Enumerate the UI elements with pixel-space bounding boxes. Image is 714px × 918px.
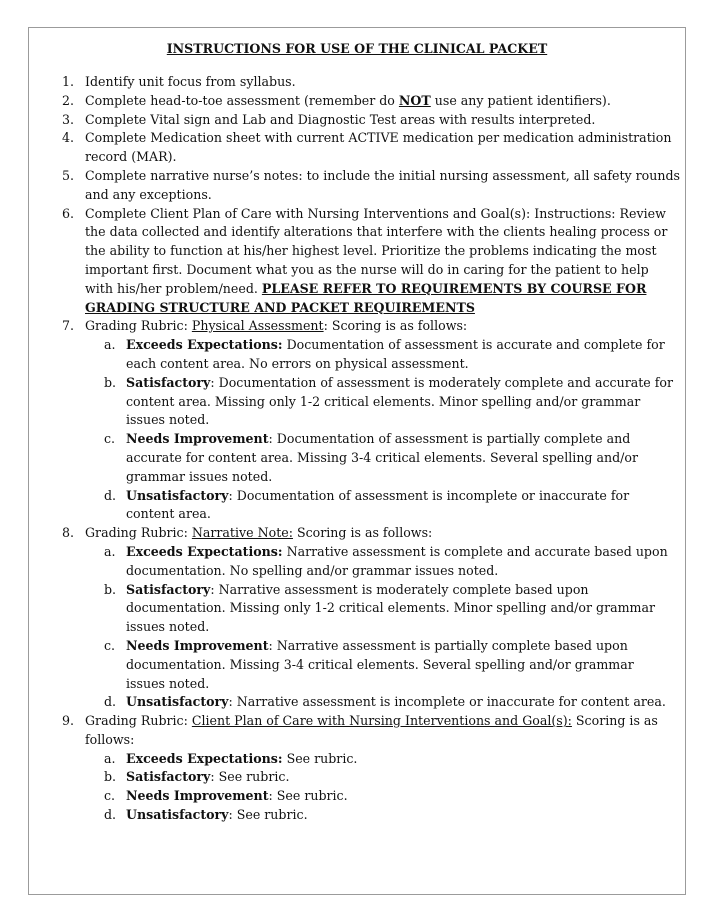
- sub-letter: d.: [104, 694, 117, 710]
- list-item: [0, 317, 680, 336]
- list-item: [0, 129, 680, 167]
- instruction-list: [0, 73, 714, 825]
- sub-letter: c.: [104, 637, 116, 653]
- item-text: Complete Medication sheet with current ACTIVE medication per medication administration record (MAR).: [85, 130, 672, 165]
- sub-item: [0, 750, 676, 769]
- sub-text: : Documentation of assessment is partially complete and accurate for content area. Missing 3-4 critical elements. Several spelling and/or grammar issues noted.: [126, 431, 639, 484]
- sub-letter: a.: [104, 337, 116, 353]
- item-text: : Scoring is as follows:: [323, 318, 468, 334]
- sub-label: Satisfactory: [126, 374, 211, 390]
- list-item: [0, 73, 680, 92]
- sub-letter: d.: [104, 487, 117, 503]
- sub-letter: b.: [104, 374, 117, 390]
- item-number: 1.: [62, 74, 75, 89]
- list-item: [0, 524, 680, 543]
- sub-label: Satisfactory: [126, 581, 211, 597]
- sub-label: Unsatisfactory: [126, 694, 229, 710]
- item-number: 7.: [62, 318, 75, 334]
- sub-letter: b.: [104, 769, 117, 785]
- sub-text: : Narrative assessment is moderately complete based upon documentation. Missing only 1-2 critical elements. Minor spelling and/or grammar issues noted.: [126, 581, 656, 635]
- item-text: Complete head-to-toe assessment (remember do: [85, 92, 399, 108]
- sub-item: [0, 430, 676, 486]
- sub-text: : See rubric.: [228, 807, 308, 823]
- sub-label: Needs Improvement: [126, 637, 269, 653]
- sub-text: See rubric.: [282, 750, 358, 766]
- sub-item: [0, 543, 676, 581]
- item-text: Complete narrative nurse’s notes: to include the initial nursing assessment, all safety rounds and any exceptions.: [85, 167, 680, 202]
- item-emphasis: NOT: [398, 92, 431, 108]
- sub-text: : Documentation of assessment is incomplete or inaccurate for content area.: [126, 487, 630, 522]
- sub-text: : Narrative assessment is incomplete or inaccurate for content area.: [228, 694, 666, 710]
- sub-text: : Narrative assessment is partially complete based upon documentation. Missing 3-4 critical elements. Several spelling and/or grammar issues noted.: [126, 637, 634, 691]
- rubric-link: Narrative Note:: [191, 525, 293, 541]
- list-item: [0, 205, 680, 318]
- item-text: Grading Rubric:: [85, 318, 192, 334]
- item-text: Grading Rubric:: [85, 525, 192, 541]
- item-number: 3.: [62, 111, 75, 127]
- sub-item: [0, 693, 676, 712]
- rubric-link: Physical Assessment: [191, 318, 324, 334]
- sub-letter: b.: [104, 581, 117, 597]
- item-text: Complete Client Plan of Care with Nursing Interventions and Goal(s): Instructions: Review the data collected and identify alterations that interfere with the clients healing process or the ability to function at his/her highest level. Prioritize the problems indicating the most important first. Document what you as the nurse will do in caring for the patient to help with his/her problem/need.: [85, 205, 668, 296]
- sub-label: Unsatisfactory: [126, 487, 229, 503]
- sub-text: : See rubric.: [210, 769, 290, 785]
- item-number: 2.: [62, 92, 75, 108]
- item-number: 4.: [62, 130, 75, 146]
- list-item: [0, 92, 680, 111]
- item-text: use any patient identifiers).: [430, 92, 611, 108]
- sub-item: [0, 787, 676, 806]
- item-number: 8.: [62, 525, 75, 541]
- sub-item: [0, 581, 676, 637]
- item-number: 5.: [62, 167, 75, 183]
- sub-item: [0, 374, 676, 430]
- item-number: 6.: [62, 205, 75, 221]
- sub-label: Exceeds Expectations:: [126, 543, 283, 559]
- sub-letter: c.: [104, 431, 116, 447]
- sub-text: : Documentation of assessment is moderately complete and accurate for content area. Missing only 1-2 critical elements. Minor spelling and/or grammar issues noted.: [126, 374, 674, 428]
- list-item: [0, 167, 680, 205]
- item-text: Scoring is as follows:: [85, 713, 658, 747]
- sub-label: Needs Improvement: [126, 431, 269, 447]
- sub-item: [0, 637, 676, 693]
- rubric-link: Client Plan of Care with Nursing Interventions and Goal(s):: [191, 713, 572, 729]
- sub-item: [0, 336, 676, 374]
- sub-text: Documentation of assessment is accurate and complete for each content area. No errors on physical assessment.: [126, 337, 665, 371]
- sub-label: Satisfactory: [126, 769, 211, 785]
- item-number: 9.: [62, 713, 75, 729]
- sub-letter: c.: [104, 788, 116, 804]
- list-item: [0, 712, 680, 750]
- sub-item: [0, 768, 676, 787]
- sub-item: [0, 487, 676, 525]
- item-text: Scoring is as follows:: [292, 525, 433, 541]
- sub-label: Exceeds Expectations:: [126, 750, 283, 766]
- sub-letter: d.: [104, 807, 117, 823]
- sub-label: Exceeds Expectations:: [126, 337, 283, 353]
- sub-letter: a.: [104, 750, 116, 766]
- item-text: Identify unit focus from syllabus.: [85, 74, 296, 89]
- list-item: [0, 111, 680, 130]
- sub-letter: a.: [104, 543, 116, 559]
- item-text: Grading Rubric:: [85, 713, 192, 729]
- sub-text: : See rubric.: [268, 788, 348, 804]
- sub-label: Needs Improvement: [126, 788, 269, 804]
- item-text: Complete Vital sign and Lab and Diagnostic Test areas with results interpreted.: [85, 111, 596, 127]
- sub-item: [0, 806, 676, 825]
- sub-text: Narrative assessment is complete and accurate based upon documentation. No spelling and/or grammar issues noted.: [126, 543, 668, 578]
- item-emphasis: PLEASE REFER TO REQUIREMENTS BY COURSE FOR GRADING STRUCTURE AND PACKET REQUIREMENTS: [85, 280, 647, 315]
- sub-label: Unsatisfactory: [126, 807, 229, 823]
- page-title: INSTRUCTIONS FOR USE OF THE CLINICAL PACKET: [166, 41, 548, 56]
